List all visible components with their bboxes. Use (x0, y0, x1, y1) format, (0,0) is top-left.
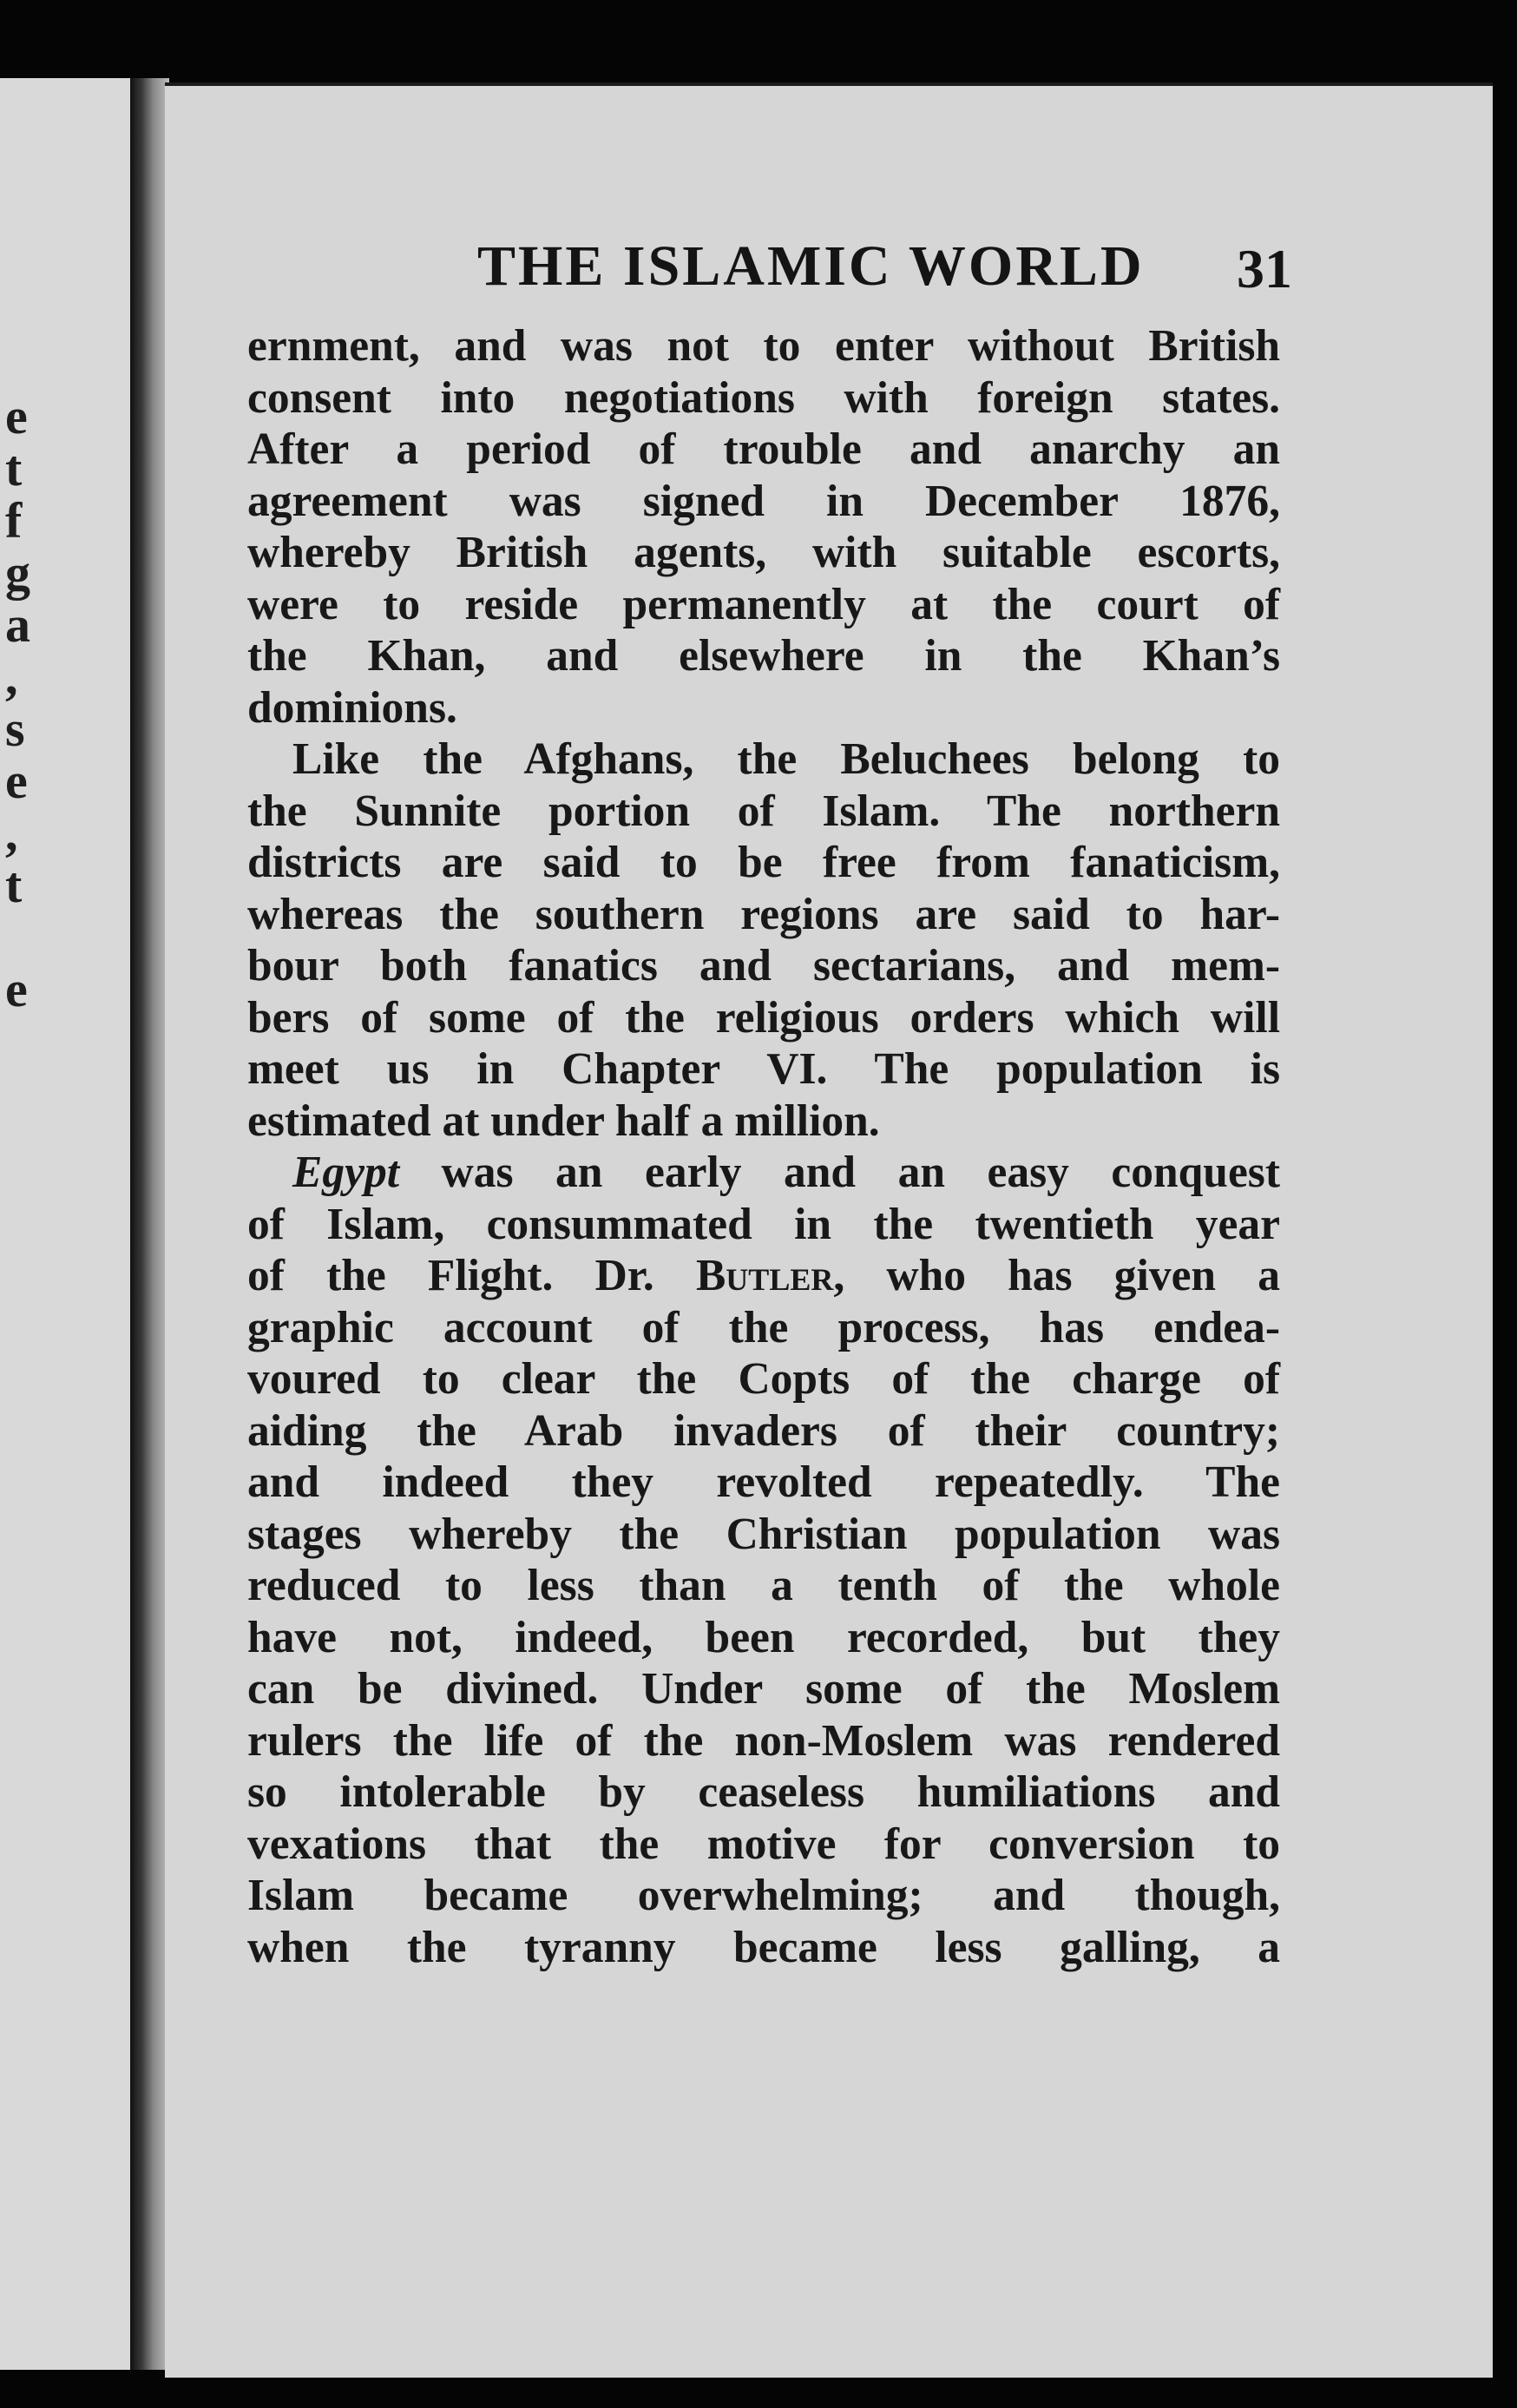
text-line: rulers the life of the non-Moslem was rendered (247, 1715, 1280, 1766)
page-number: 31 (1237, 238, 1292, 299)
fragment: g (5, 544, 30, 601)
text-line: districts are said to be free from fanaticism, (247, 838, 1280, 887)
text-line: estimated at under half a million. (247, 1095, 880, 1146)
fragment: a (5, 596, 30, 653)
text-line: ernment, and was not to enter without British (247, 321, 1280, 371)
paragraph-1 (247, 320, 1280, 734)
text-line: were to reside permanently at the court of (247, 579, 1280, 629)
line-text: , who has given a (833, 1251, 1280, 1300)
italic-term: Egypt (292, 1148, 400, 1197)
line-text: was an early and an easy conquest (399, 1148, 1280, 1197)
text-line: agreement was signed in December 1876, (247, 476, 1280, 526)
text-line: vexations that the motive for conversion to (247, 1819, 1280, 1869)
text-line: consent into negotiations with foreign states. (247, 372, 1280, 423)
text-line: After a period of trouble and anarchy an (247, 424, 1280, 474)
text-line: stages whereby the Christian population was (247, 1509, 1280, 1559)
text-line: Like the Afghans, the Beluchees belong to (292, 734, 1280, 784)
right-page (165, 82, 1493, 2378)
left-page-fragments (5, 388, 40, 1017)
paragraph-3 (247, 1147, 1280, 1973)
fragment: e (5, 388, 28, 444)
text-line: whereby British agents, with suitable escorts, (247, 528, 1280, 577)
paragraph-2 (247, 734, 1280, 1147)
text-line: so intolerable by ceaseless humiliations and (247, 1767, 1280, 1817)
text-line: dominions. (247, 682, 457, 733)
text-line: and indeed they revolted repeatedly. The (247, 1457, 1280, 1507)
text-line: have not, indeed, been recorded, but they (247, 1612, 1280, 1662)
text-line: the Khan, and elsewhere in the Khan’s (247, 631, 1280, 681)
author-name: Butler (695, 1251, 834, 1300)
fragment: f (5, 492, 23, 549)
text-line (247, 1147, 1280, 1199)
body-text (247, 320, 1280, 1973)
text-line: meet us in Chapter VI. The population is (247, 1044, 1280, 1094)
text-line: graphic account of the process, has endea- (247, 1302, 1280, 1352)
text-line: bour both fanatics and sectarians, and mem- (247, 941, 1280, 990)
left-page-edge (0, 78, 135, 2370)
fragment (5, 911, 40, 964)
running-title: THE ISLAMIC WORLD (477, 234, 1145, 298)
fragment: e (5, 753, 28, 809)
text-line: can be divined. Under some of the Moslem (247, 1664, 1280, 1714)
text-line: whereas the southern regions are said to har- (247, 889, 1280, 939)
text-line: aiding the Arab invaders of their country; (247, 1405, 1280, 1456)
text-line: voured to clear the Copts of the charge of (247, 1354, 1280, 1404)
fragment: , (5, 805, 18, 861)
fragment: t (5, 857, 23, 913)
book-gutter (130, 78, 169, 2370)
text-line: reduced to less than a tenth of the whole (247, 1561, 1280, 1610)
page-header (165, 234, 1493, 312)
text-line: Islam became overwhelming; and though, (247, 1871, 1280, 1920)
fragment: t (5, 440, 23, 497)
text-line: bers of some of the religious orders which will (247, 992, 1280, 1043)
text-line: when the tyranny became less galling, a (247, 1922, 1280, 1972)
line-text: of the Flight. Dr. (247, 1251, 696, 1300)
text-line: the Sunnite portion of Islam. The northern (247, 786, 1280, 836)
text-line: of Islam, consummated in the twentieth year (247, 1199, 1280, 1249)
fragment: e (5, 961, 28, 1017)
fragment: , (5, 648, 18, 705)
fragment: s (5, 701, 25, 757)
text-line (247, 1250, 1280, 1302)
